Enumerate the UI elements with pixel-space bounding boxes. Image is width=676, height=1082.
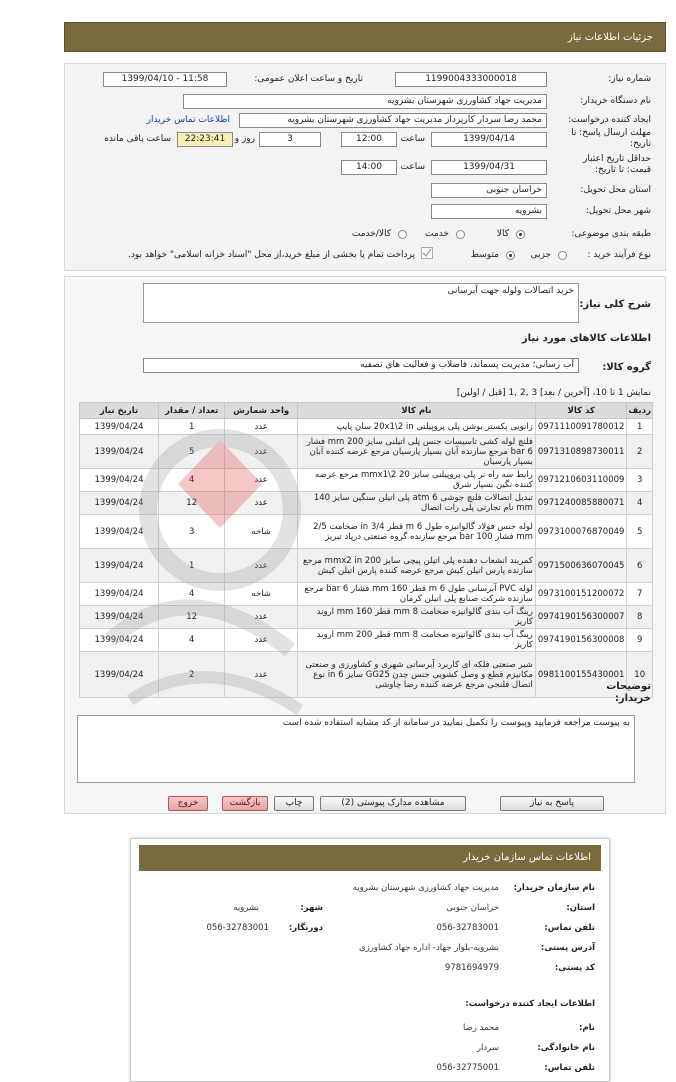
cell-row-number: 4 (627, 492, 653, 515)
creator-last-name: سردار (476, 1043, 499, 1053)
category-label: طبقه بندی موضوعی: (571, 229, 651, 239)
deadline-time-label: ساعت (400, 134, 425, 144)
day-and-label: روز و (234, 134, 255, 144)
cell-goods-code: 0971110091780012 (535, 419, 627, 435)
cell-goods-code: 0981100155430001 (535, 652, 627, 698)
cell-unit: عدد (225, 629, 298, 652)
validity-date-field: 1399/04/31 (431, 160, 547, 175)
contact-postal: 9781694979 (444, 963, 499, 973)
category-service-radio[interactable] (456, 230, 465, 239)
cell-row-number: 8 (627, 606, 653, 629)
cell-goods-name: فلنچ لوله کشی تاسیسات جنس پلی اتیلنی سایز 200 mm فشار 6 bar مرجع سازنده آبان بسپار پارسیان مرجع عرضه کننده آبان بسپار پارسیان (297, 435, 535, 469)
cell-goods-name: کمربند انشعاب دهنده پلی اتیلن پیچی سایز 200 mmx2 in مرجع سازنده پارس اتیلن کیش مرجع عرضه کننده پارس اتیلن کیش (297, 549, 535, 583)
cell-need-date: 1399/04/24 (80, 435, 159, 469)
process-medium-label: متوسط (470, 250, 499, 260)
col-code: کد کالا (535, 403, 627, 419)
contact-org-label: نام سازمان خریدار: (513, 883, 595, 893)
back-button[interactable]: بازگشت (222, 796, 268, 811)
paging-info[interactable]: نمایش 1 تا 10، [آخرین / بعد] 3 ,2 ,1 [قبل / اولین] (456, 388, 651, 398)
table-row (80, 469, 653, 492)
cell-unit: عدد (225, 419, 298, 435)
remaining-time-field: 22:23:41 (177, 132, 233, 147)
col-unit: واحد شمارش (225, 403, 298, 419)
cell-goods-name: رینگ آب بندی گالوانیزه ضخامت 8 mm قطر 200 mm اروند کاریز (297, 629, 535, 652)
cell-quantity: 4 (159, 629, 225, 652)
cell-unit: عدد (225, 652, 298, 698)
goods-group-field: آب رسانی؛ مدیریت پسماند، فاضلاب و فعالیت های تصفیه (143, 358, 579, 373)
process-medium-radio[interactable] (506, 251, 515, 260)
category-goods-label: کالا (496, 229, 509, 239)
cell-goods-name: رینگ آب بندی گالوانیزه ضخامت 8 mm قطر 160 mm اروند کاریز (297, 606, 535, 629)
col-row: ردیف (627, 403, 653, 419)
table-row (80, 492, 653, 515)
cell-need-date: 1399/04/24 (80, 606, 159, 629)
creator-info-title: اطلاعات ایجاد کننده درخواست: (465, 999, 595, 1009)
need-number-label: شماره نیاز: (608, 74, 651, 84)
cell-row-number: 1 (627, 419, 653, 435)
cell-unit: شاخه (225, 515, 298, 549)
cell-unit: عدد (225, 549, 298, 583)
cell-need-date: 1399/04/24 (80, 549, 159, 583)
cell-row-number: 2 (627, 435, 653, 469)
deadline-date-field: 1399/04/14 (431, 132, 547, 147)
contact-postal-label: کد پستی: (554, 963, 595, 973)
cell-unit: عدد (225, 435, 298, 469)
category-service-label: خدمت (425, 229, 449, 239)
days-field: 3 (259, 132, 321, 147)
cell-goods-name: لوله PVC آبرسانی طول 6 m قطر 160 mm فشار 6 bar مرجع سازنده شرکت صنایع پلی اتیلن کرمان (297, 583, 535, 606)
cell-goods-name: رابط سه راه نر پلی پروپیلنی سایز 20 mmx1\2 مرجع عرضه کننده نگین بسپار شرق (297, 469, 535, 492)
contact-address-label: آدرس پستی: (540, 943, 595, 953)
cell-goods-code: 0974190156300008 (535, 629, 627, 652)
goods-group-label: گروه کالا: (602, 362, 651, 373)
validity-label: حداقل تاریخ اعتبار قیمت: تا تاریخ: (583, 154, 651, 175)
table-row (80, 435, 653, 469)
col-name: نام کالا (297, 403, 535, 419)
cell-need-date: 1399/04/24 (80, 469, 159, 492)
category-goods-service-radio[interactable] (398, 230, 407, 239)
creator-first-name: محمد رضا (462, 1023, 499, 1033)
cell-need-date: 1399/04/24 (80, 629, 159, 652)
cell-goods-name: لوله جنس فولاد گالوانیزه طول 6 m قطر 3/4 in ضخامت 2/5 mm فشار 100 bar مرجع سازنده گروه صنعتی درپاد تبریز (297, 515, 535, 549)
col-qty: تعداد / مقدار (159, 403, 225, 419)
city-field: بشرویه (431, 204, 547, 219)
reply-button[interactable]: پاسخ به نیاز (500, 796, 604, 811)
buyer-org-label: نام دستگاه خریدار: (580, 96, 651, 106)
contact-card (130, 838, 610, 1082)
treasury-checkbox[interactable] (421, 247, 433, 259)
validity-time-label: ساعت (400, 162, 425, 172)
creator-last-name-label: نام خانوادگی: (537, 1043, 595, 1053)
table-row (80, 419, 653, 435)
table-row (80, 606, 653, 629)
print-button[interactable]: چاپ (274, 796, 314, 811)
cell-goods-code: 0974190156300007 (535, 606, 627, 629)
contact-province: خراسان جنوبی (446, 903, 499, 913)
summary-label: شرح کلی نیاز: (579, 299, 651, 310)
goods-table-header (80, 403, 653, 419)
buyer-notes-label: توضیحات خریدار: (606, 681, 651, 704)
contact-address: بشرویه-بلوار جهاد- اداره جهاد کشاورزی (359, 943, 499, 953)
announce-field: 1399/04/10 - 11:58 (103, 72, 227, 87)
cell-goods-name: شیر صنعتی فلکه ای کاربرد آبرسانی شهری و کشاورزی و صنعتی مکانیزم قطع و وصل کشویی جنس چدن GG25 سایز 6 in نوع اتصال فلنجی مرجع عرضه کننده رضا چاوشی (297, 652, 535, 698)
creator-phone-label: تلفن تماس: (544, 1063, 595, 1073)
cell-row-number: 5 (627, 515, 653, 549)
creator-phone: 056-32775001 (436, 1063, 499, 1073)
summary-textarea: خرید اتصالات ولوله جهت آبرسانی (143, 283, 579, 323)
payment-note: پرداخت تمام یا بخشی از مبلغ خرید،از محل "اسناد خزانه اسلامی" خواهد بود. (127, 250, 415, 260)
need-info-panel (64, 63, 666, 271)
table-row (80, 583, 653, 606)
buyer-org-field: مدیریت جهاد کشاورزی شهرستان بشرویه (183, 94, 547, 109)
table-row (80, 549, 653, 583)
cell-goods-code: 0971240085880071 (535, 492, 627, 515)
goods-section-title: اطلاعات کالاهای مورد نیاز (521, 333, 651, 344)
cell-row-number: 10 (627, 652, 653, 698)
contact-phone: 056-32783001 (436, 923, 499, 933)
goods-table (79, 402, 653, 698)
cell-need-date: 1399/04/24 (80, 652, 159, 698)
cell-quantity: 3 (159, 515, 225, 549)
process-partial-label: جزیی (530, 250, 551, 260)
cell-quantity: 4 (159, 583, 225, 606)
page-header: جزئیات اطلاعات نیاز (64, 22, 666, 52)
cell-row-number: 7 (627, 583, 653, 606)
table-row (80, 652, 653, 698)
creator-first-name-label: نام: (578, 1023, 595, 1033)
cell-row-number: 3 (627, 469, 653, 492)
cell-unit: شاخه (225, 583, 298, 606)
cell-need-date: 1399/04/24 (80, 492, 159, 515)
cell-row-number: 9 (627, 629, 653, 652)
contact-phone-label: تلفن تماس: (544, 923, 595, 933)
need-number-field: 1199004333000018 (395, 72, 547, 87)
col-date: تاریخ نیاز (80, 403, 159, 419)
cell-goods-code: 0971210603110009 (535, 469, 627, 492)
cell-quantity: 1 (159, 419, 225, 435)
cell-goods-code: 0971310898730011 (535, 435, 627, 469)
cell-quantity: 4 (159, 469, 225, 492)
cell-unit: عدد (225, 492, 298, 515)
cell-unit: عدد (225, 469, 298, 492)
cell-quantity: 2 (159, 652, 225, 698)
creator-field: محمد رضا سردار کارپرداز مدیریت جهاد کشاورزی شهرستان بشرویه (239, 113, 547, 128)
cell-need-date: 1399/04/24 (80, 583, 159, 606)
cell-goods-name: تبدیل اتصالات فلنچ جوشی 6 atm پلی اتیلن سنگین سایز 140 mm نام تجارتی پلی رات اتصال (297, 492, 535, 515)
contact-city-label: شهر: (300, 903, 323, 913)
city-label: شهر محل تحویل: (585, 206, 651, 216)
cell-goods-code: 0973100151200072 (535, 583, 627, 606)
announce-label: تاریخ و ساعت اعلان عمومی: (254, 74, 363, 84)
process-label: نوع فرآیند خرید : (587, 250, 651, 260)
attachments-button[interactable]: مشاهده مدارک پیوستی (2) (320, 796, 466, 811)
remaining-label: ساعت باقی مانده (104, 134, 171, 144)
contact-fax: 056-32783001 (206, 923, 269, 933)
contact-org: مدیریت جهاد کشاورزی شهرستان بشرویه (352, 883, 499, 893)
contact-province-label: استان: (566, 903, 595, 913)
contact-fax-label: دورنگار: (288, 923, 323, 933)
category-goods-radio[interactable] (516, 230, 525, 239)
cell-quantity: 12 (159, 606, 225, 629)
cell-quantity: 12 (159, 492, 225, 515)
table-row (80, 515, 653, 549)
cell-row-number: 6 (627, 549, 653, 583)
province-label: استان محل تحویل: (580, 185, 651, 195)
creator-label: ایجاد کننده درخواست: (568, 115, 651, 125)
cell-unit: عدد (225, 606, 298, 629)
check-icon (422, 248, 432, 258)
cell-quantity: 5 (159, 435, 225, 469)
cell-goods-name: زانویی پکستر بوشن پلی پروپیلنی 20x1\2 in سان پایپ (297, 419, 535, 435)
cell-quantity: 1 (159, 549, 225, 583)
deadline-label: مهلت ارسال پاسخ: تا تاریخ: (571, 128, 651, 149)
buyer-notes-textarea: به پیوست مراجعه فرمایید وپیوست را تکمیل نمایید در سامانه از کد مشابه استفاده شده است (77, 715, 635, 783)
cell-goods-code: 0973100076870049 (535, 515, 627, 549)
validity-time-field: 14:00 (341, 160, 397, 175)
buyer-contact-link[interactable]: اطلاعات تماس خریدار (146, 115, 230, 125)
exit-button[interactable]: خروج (168, 796, 208, 811)
table-row (80, 629, 653, 652)
contact-city: بشرویه (233, 903, 259, 913)
province-field: خراسان جنوبی (431, 183, 547, 198)
cell-need-date: 1399/04/24 (80, 515, 159, 549)
category-goods-service-label: کالا/خدمت (351, 229, 391, 239)
cell-goods-code: 0971500636070045 (535, 549, 627, 583)
deadline-time-field: 12:00 (341, 132, 397, 147)
cell-need-date: 1399/04/24 (80, 419, 159, 435)
contact-card-title: اطلاعات تماس سازمان خریدار (139, 845, 601, 871)
process-partial-radio[interactable] (558, 251, 567, 260)
